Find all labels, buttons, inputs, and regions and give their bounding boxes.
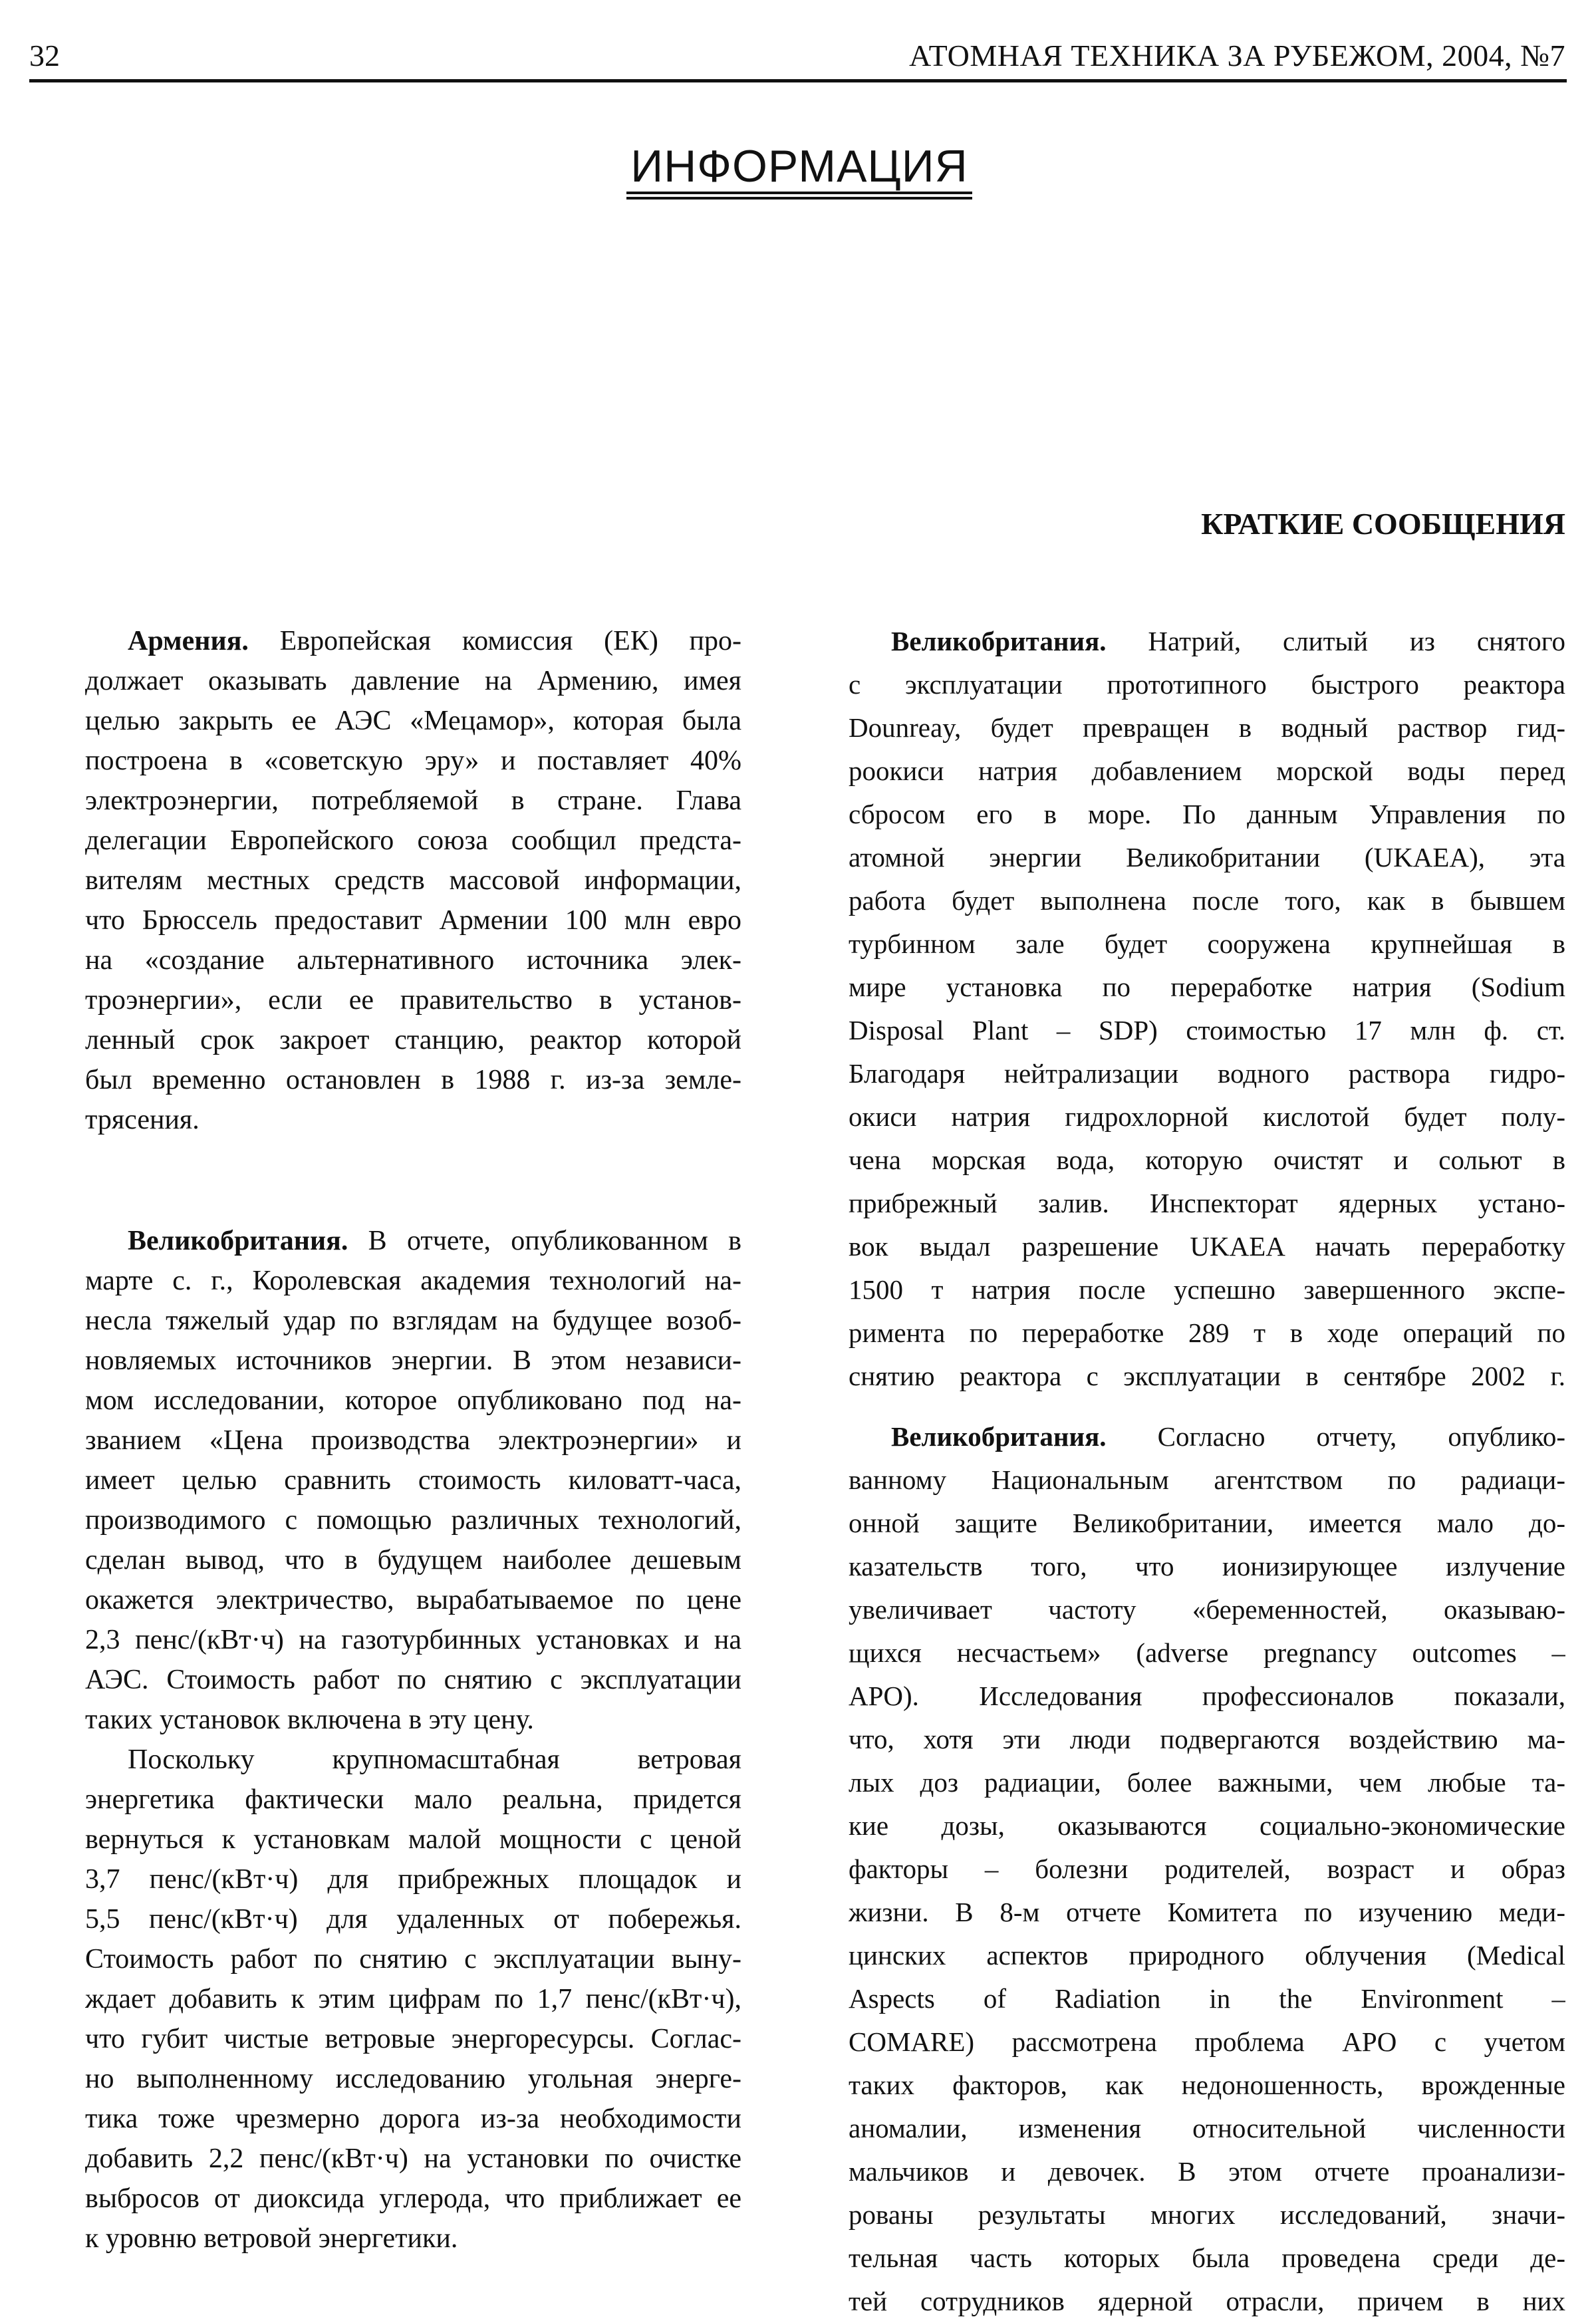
text-line-content: окажется электричество, вырабатываемое по цене [85,1585,741,1615]
text-line-content: онной защите Великобритании, имеется мало до- [849,1508,1565,1538]
text-line-content: что, хотя эти люди подвергаются воздействию ма- [849,1724,1565,1754]
text-line-content: таких установок включена в эту цену. [85,1705,534,1735]
text-line-content: тельная часть которых была проведена среди де- [849,2243,1565,2273]
text-line [85,1660,741,1700]
text-line-content: Поскольку крупномасштабная ветровая [128,1744,741,1775]
text-line [85,621,741,661]
text-line [849,793,1565,836]
text-line [849,1502,1565,1545]
text-line-content: щихся несчастьем» (adverse pregnancy outcomes – [849,1637,1565,1668]
text-line-content: окиси натрия гидрохлорной кислотой будет полу- [849,1101,1565,1132]
text-line-content: кие дозы, оказываются социально-экономические [849,1810,1565,1841]
text-line-content: В отчете, опубликованном в [368,1226,741,1256]
text-line-content: что Брюссель предоставит Армении 100 млн евро [85,905,741,936]
text-line-content: Disposal Plant – SDP) стоимостью 17 млн ф. ст. [849,1015,1565,1045]
text-line-content: Dounreay, будет превращен в водный раствор гид- [849,712,1565,743]
news-item-uk-renewables [85,1221,741,1740]
text-line-content: сбросом его в море. По данным Управления по [849,799,1565,829]
text-line [849,1225,1565,1268]
text-line [849,2150,1565,2193]
text-line [849,706,1565,750]
news-item-armenia [85,621,741,1140]
text-line [85,1221,741,1261]
text-line-content: Натрий, слитый из снятого [1148,626,1565,656]
text-line-content: факторы – болезни родителей, возраст и образ [849,1853,1565,1884]
text-line [85,1820,741,1859]
text-line-content: энергетика фактически мало реальна, придется [85,1784,741,1815]
text-line [85,1060,741,1100]
text-line-content: работа будет выполнена после того, как в бывшем [849,885,1565,916]
text-line [85,1580,741,1620]
text-line [85,701,741,741]
text-line-content: производимого с помощью различных технологий, [85,1505,741,1536]
text-line-content: добавить 2,2 пенс/(кВт·ч) на установки по очистке [85,2143,741,2174]
text-line-content: ленный срок закроет станцию, реактор которой [85,1025,741,1055]
text-line [85,1780,741,1820]
text-line [849,1268,1565,1311]
news-item-uk-radiation [849,1415,1565,2323]
text-line [849,1355,1565,1398]
text-line-content: увеличивает частоту «беременностей, оказываю- [849,1594,1565,1625]
text-line-content: 5,5 пенс/(кВт·ч) для удаленных от побережья. [85,1904,741,1935]
text-line-content: прибрежный залив. Инспекторат ядерных устано- [849,1188,1565,1218]
text-line [85,2219,741,2258]
text-line [85,900,741,940]
text-line-content: 1500 т натрия после успешно завершенного экспе- [849,1274,1565,1305]
text-line [85,1540,741,1580]
text-line [85,781,741,821]
text-line-content: Благодаря нейтрализации водного раствора гидро- [849,1058,1565,1089]
text-line-content: ждает добавить к этим цифрам по 1,7 пенс/(кВт·ч), [85,1984,741,2014]
text-line [85,1341,741,1381]
text-line [85,1261,741,1301]
text-line-content: электроэнергии, потребляемой в стране. Глава [85,785,741,816]
text-line [85,1460,741,1500]
text-line-content: вок выдал разрешение UKAEA начать переработку [849,1231,1565,1262]
text-line-content: Европейская комиссия (ЕК) про- [279,626,741,656]
text-line [849,879,1565,922]
text-line [849,2020,1565,2064]
text-line [849,2237,1565,2280]
text-line [849,1588,1565,1631]
text-line-content: мом исследовании, которое опубликовано под на- [85,1385,741,1416]
text-line-content: построена в «советскую эру» и поставляет 40% [85,746,741,776]
text-line [849,1934,1565,1977]
text-line [85,2099,741,2139]
text-line-content: должает оказывать давление на Армению, имея [85,666,741,696]
text-line-content: имеет целью сравнить стоимость киловатт-часа, [85,1465,741,1496]
text-line [849,1761,1565,1804]
news-item-uk-sodium [849,620,1565,1398]
news-item-lead: Армения. [128,626,249,656]
text-line-content: несла тяжелый удар по взглядам на будущее возоб- [85,1305,741,1336]
text-line [85,1859,741,1899]
journal-running-title: АТОМНАЯ ТЕХНИКА ЗА РУБЕЖОМ, 2004, №7 [908,39,1565,72]
text-line-content: роокиси натрия добавлением морской воды перед [849,755,1565,786]
text-line [85,1620,741,1660]
section-title: ИНФОРМАЦИЯ [630,141,968,192]
text-line [85,1700,741,1740]
text-line-content: таких факторов, как недоношенность, врожденные [849,2070,1565,2100]
text-line [85,1421,741,1460]
text-line [85,821,741,861]
text-line [849,1631,1565,1675]
news-item-uk-renewables-cont [85,1740,741,2258]
text-line [849,1311,1565,1355]
text-line-content: APO). Исследования профессионалов показали, [849,1681,1565,1711]
text-line-content: выбросов от диоксида углерода, что приближает ее [85,2183,741,2214]
text-line [849,1458,1565,1502]
text-line-content: турбинном зале будет сооружена крупнейшая в [849,928,1565,959]
text-line-content: с эксплуатации прототипного быстрого реактора [849,669,1565,700]
text-line [85,1100,741,1140]
text-line [849,1847,1565,1891]
text-line-content: но выполненному исследованию угольная энерге- [85,2064,741,2094]
text-line-content: ванному Национальным агентством по радиаци- [849,1464,1565,1495]
text-line-content: римента по переработке 289 т в ходе операций по [849,1317,1565,1348]
text-line-content: мальчиков и девочек. В этом отчете проанализи- [849,2156,1565,2187]
text-line [849,1052,1565,1095]
text-line [849,1977,1565,2020]
text-line [849,966,1565,1009]
text-line [849,2064,1565,2107]
text-line [85,1020,741,1060]
subsection-title: КРАТКИЕ СООБЩЕНИЯ [1201,507,1565,541]
text-line-content: тика тоже чрезмерно дорога из-за необходимости [85,2104,741,2134]
text-line-content: казательств того, что ионизирующее излучение [849,1551,1565,1581]
text-line-content: аномалии, изменения относительной численности [849,2113,1565,2143]
text-line [849,1675,1565,1718]
text-line [85,661,741,701]
text-line [849,1545,1565,1588]
text-line-content: марте с. г., Королевская академия технологий на- [85,1266,741,1296]
text-line [85,1301,741,1341]
text-line [849,1804,1565,1847]
text-line [849,836,1565,879]
text-line [85,1979,741,2019]
text-line [849,750,1565,793]
text-line [849,620,1565,663]
text-line-content: цинских аспектов природного облучения (Medical [849,1940,1565,1971]
text-line [849,2280,1565,2323]
text-line-content: был временно остановлен в 1988 г. из-за земле- [85,1065,741,1095]
text-line [85,940,741,980]
text-line [849,1415,1565,1458]
text-line [849,922,1565,966]
text-line-content: COMARE) рассмотрена проблема APO с учетом [849,2026,1565,2057]
text-line-content: 3,7 пенс/(кВт·ч) для прибрежных площадок и [85,1864,741,1895]
text-line [849,1891,1565,1934]
text-line [849,663,1565,706]
text-line-content: атомной энергии Великобритании (UKAEA), эта [849,842,1565,873]
text-line-content: вернуться к установкам малой мощности с ценой [85,1824,741,1855]
text-line [85,2179,741,2219]
text-line [849,2193,1565,2237]
section-title-underline [626,192,972,194]
text-line-content: АЭС. Стоимость работ по снятию с эксплуатации [85,1665,741,1695]
text-line [85,2059,741,2099]
page-number: 32 [29,39,60,72]
text-line-content: чена морская вода, которую очистят и сольют в [849,1145,1565,1175]
text-line [849,1095,1565,1139]
text-line-content: на «создание альтернативного источника элек- [85,945,741,976]
text-line [85,741,741,781]
text-line [85,1740,741,1780]
text-line [849,1139,1565,1182]
text-line-content: сделан вывод, что в будущем наиболее дешевым [85,1545,741,1575]
text-line [849,2107,1565,2150]
text-line-content: что губит чистые ветровые энергоресурсы. Соглас- [85,2024,741,2054]
text-line-content: рованы результаты многих исследований, значи- [849,2199,1565,2230]
text-line-content: делегации Европейского союза сообщил предста- [85,825,741,856]
text-line-content: лых доз радиации, более важными, чем любые та- [849,1767,1565,1798]
news-item-lead: Великобритания. [891,1421,1107,1452]
text-line-content: Стоимость работ по снятию с эксплуатации выну- [85,1944,741,1975]
text-line-content: 2,3 пенс/(кВт·ч) на газотурбинных установках и на [85,1625,741,1655]
text-line [85,980,741,1020]
text-line-content: трясения. [85,1105,200,1135]
text-line [85,1939,741,1979]
text-line-content: званием «Цена производства электроэнергии» и [85,1425,741,1456]
text-line-content: троэнергии», если ее правительство в установ- [85,985,741,1016]
text-line [85,2139,741,2179]
text-line-content: тей сотрудников ядерной отрасли, причем в них [849,2286,1565,2316]
text-line [849,1009,1565,1052]
news-item-lead: Великобритания. [891,626,1107,656]
text-line [85,1899,741,1939]
text-line-content: целью закрыть ее АЭС «Мецамор», которая была [85,706,741,736]
text-line [85,861,741,900]
header-rule [29,79,1567,82]
text-line [85,1381,741,1421]
text-line [85,1500,741,1540]
text-line-content: снятию реактора с эксплуатации в сентябре 2002 г. [849,1361,1565,1391]
text-line-content: жизни. В 8-м отчете Комитета по изучению меди- [849,1897,1565,1927]
text-line-content: новляемых источников энергии. В этом независи- [85,1345,741,1376]
text-line-content: Aspects of Radiation in the Environment – [849,1983,1565,2014]
text-line [849,1718,1565,1761]
news-item-lead: Великобритания. [128,1226,348,1256]
text-line [849,1182,1565,1225]
text-line [85,2019,741,2059]
text-line-content: Согласно отчету, опублико- [1157,1421,1565,1452]
text-line-content: к уровню ветровой энергетики. [85,2223,458,2254]
text-line-content: мире установка по переработке натрия (Sodium [849,972,1565,1002]
text-line-content: вителям местных средств массовой информации, [85,865,741,896]
